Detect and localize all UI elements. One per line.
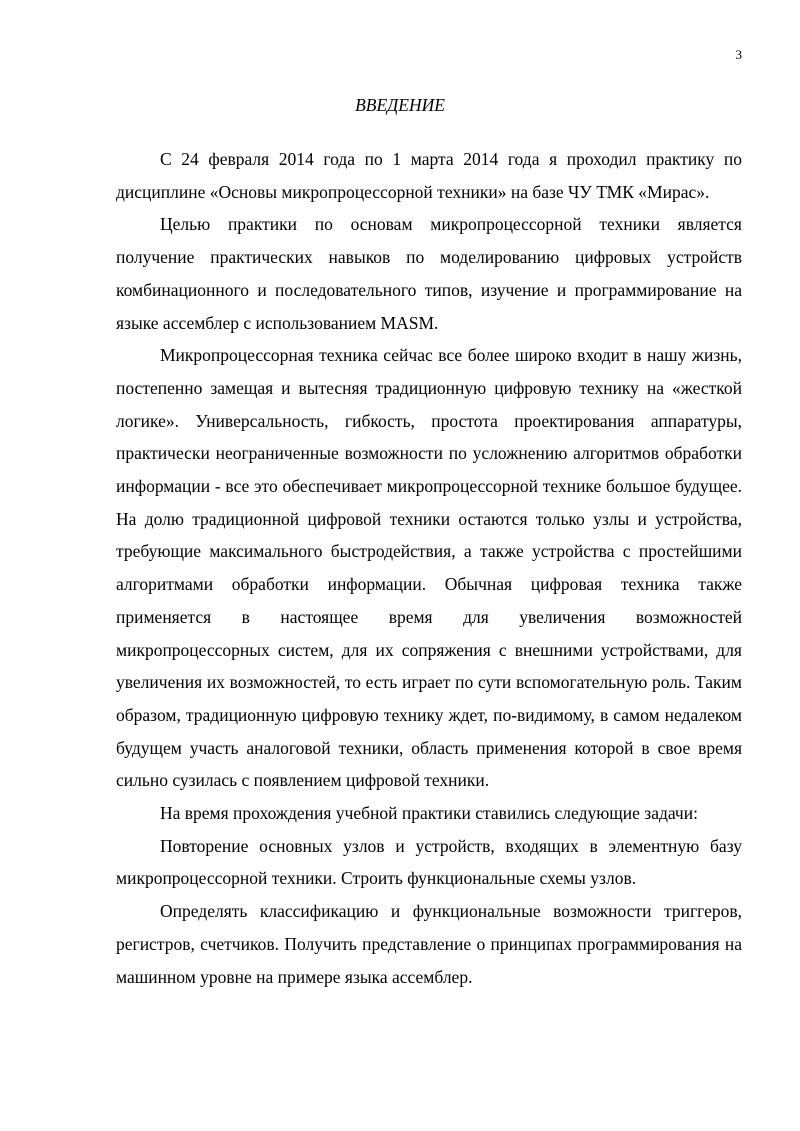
paragraph-task-triggers: Определять классификацию и функциональные возможности триггеров, регистров, счетчиков. Получить представление о принципах программирования на машинном уровне на примере языка ассемблер.	[116, 901, 742, 987]
paragraph-practice-dates: С 24 февраля 2014 года по 1 марта 2014 года я проходил практику по дисциплине «Основы микропроцессорной техники» на базе ЧУ ТМК «Мирас».	[116, 149, 742, 202]
section-heading: ВВЕДЕНИЕ	[355, 95, 445, 115]
page-number: 3	[735, 47, 742, 62]
paragraph-tasks-intro: На время прохождения учебной практики ставились следующие задачи:	[160, 803, 698, 824]
body-text	[116, 143, 742, 993]
paragraph-microprocessor-tech: Микропроцессорная техника сейчас все более широко входит в нашу жизнь, постепенно замещая и вытесняя традиционную цифровую технику на «жесткой логике». Универсальность, гибкость, простота проектирования аппаратуры, практически неограниченные возможности по усложнению алгоритмов обработки информации - все это обеспечивает микропроцессорной технике большое будущее. На долю традиционной цифровой техники остаются только узлы и устройства, требующие максимального быстродействия, а также устройства с простейшими алгоритмами обработки информации. Обычная цифровая техника также применяется в настоящее время для увеличения возможностей микропроцессорных систем, для их сопряжения с внешними устройствами, для увеличения их возможностей, то есть играет по сути вспомогательную роль. Таким образом, традиционную цифровую технику ждет, по-видимому, в самом недалеком будущем участь аналоговой техники, область применения которой в свое время сильно сузилась с появлением цифровой техники.	[116, 345, 742, 791]
paragraph-practice-goal: Целью практики по основам микропроцессорной техники является получение практических навыков по моделированию цифровых устройств комбинационного и последовательного типов, изучение и программирование на языке ассемблер с использованием MASM.	[116, 214, 742, 333]
paragraph-task-nodes: Повторение основных узлов и устройств, входящих в элементную базу микропроцессорной техники. Строить функциональные схемы узлов.	[116, 835, 742, 889]
